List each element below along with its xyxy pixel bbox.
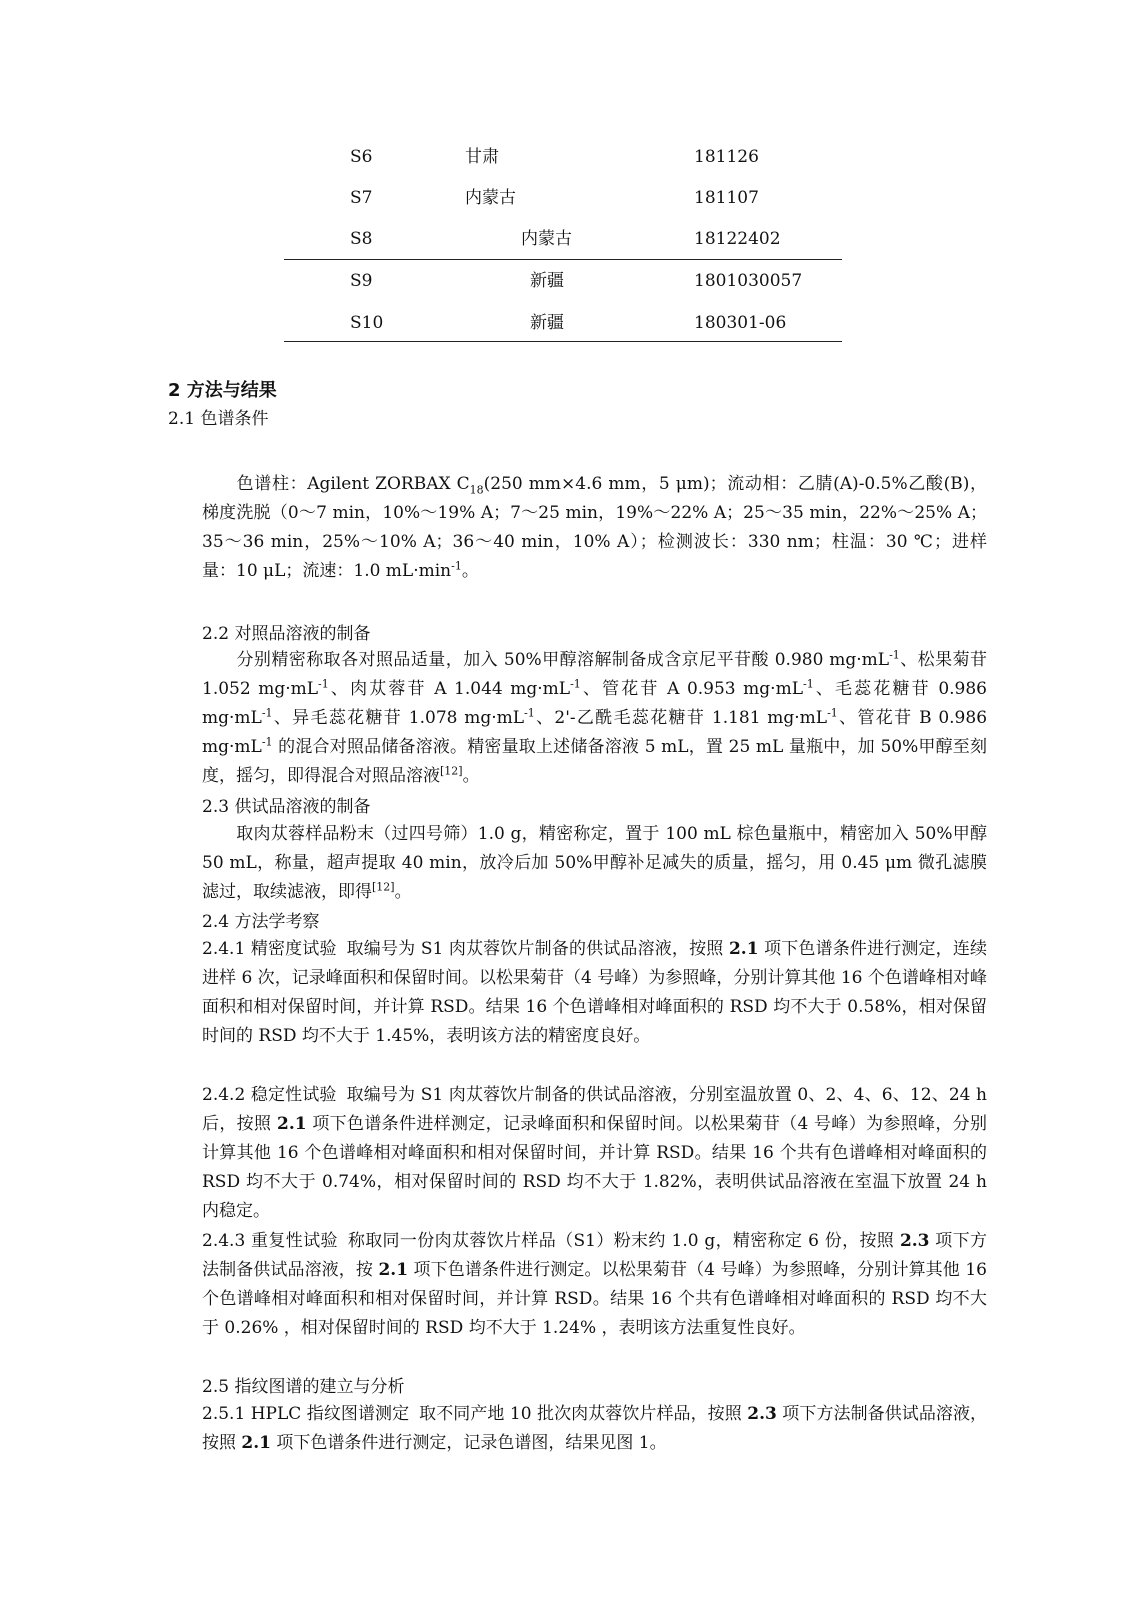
table-cell-batch: 180301-06 xyxy=(694,313,787,333)
fingerprint-paragraph: 2.5.1 HPLC 指纹图谱测定 取不同产地 10 批次肉苁蓉饮片样品，按照 2.3 项下方法制备供试品溶液，按照 2.1 项下色谱条件进行测定，记录色谱图，结果见图 1。 xyxy=(202,1404,988,1453)
citation: [12] xyxy=(440,764,463,778)
subsection-heading: 2.4 方法学考察 xyxy=(202,912,320,932)
table-divider xyxy=(284,259,842,260)
precision-test-paragraph: 2.4.1 精密度试验 取编号为 S1 肉苁蓉饮片制备的供试品溶液，按照 2.1 项下色谱条件进行测定，连续进样 6 次，记录峰面积和保留时间。以松果菊苷（4 号峰）为参照峰，分别计算其他 16 个色谱峰相对峰面积和相对保留时间，并计算 RSD。结果 16 个色谱峰相对峰面积的 RSD 均不大于 0.58%，相对保留时间的 RSD 均不大于 1.45%，表明该方法的精密度良好。 xyxy=(202,939,987,1046)
table-cell-origin: 内蒙古 xyxy=(521,229,572,249)
table-cell-origin: 甘肃 xyxy=(465,147,499,167)
subsection-heading: 2.2 对照品溶液的制备 xyxy=(202,624,371,644)
test-solution-paragraph: 取肉苁蓉样品粉末（过四号筛）1.0 g，精密称定，置于 100 mL 棕色量瓶中，精密加入 50%甲醇 50 mL，称量，超声提取 40 min，放冷后加 50%甲醇补足减失的质量，摇匀，用 0.45 μm 微孔滤膜滤过，取续滤液，即得[12]。 xyxy=(202,824,987,902)
subsection-heading: 2.5 指纹图谱的建立与分析 xyxy=(202,1377,405,1397)
section-heading: 2 方法与结果 xyxy=(168,380,277,401)
stability-test-paragraph: 2.4.2 稳定性试验 取编号为 S1 肉苁蓉饮片制备的供试品溶液，分别室温放置 0、2、4、6、12、24 h 后，按照 2.1 项下色谱条件进样测定，记录峰面积和保留时间。以松果菊苷（4 号峰）为参照峰，分别计算其他 16 个色谱峰相对峰面积和相对保留时间，并计算 RSD。结果 16 个共有色谱峰相对峰面积的 RSD 均不大于 0.74%，相对保留时间的 RSD 均不大于 1.82%，表明供试品溶液在室温下放置 24 h 内稳定。 xyxy=(202,1085,988,1221)
table-cell-id: S7 xyxy=(350,188,373,208)
table-cell-batch: 181107 xyxy=(694,188,759,208)
subsection-heading: 2.3 供试品溶液的制备 xyxy=(202,797,371,817)
table-cell-origin: 内蒙古 xyxy=(465,188,516,208)
chromatography-conditions-paragraph: 色谱柱：Agilent ZORBAX $C_{18}(250$ mm×4.6 mm，5 μm)；流动相：乙腈(A)-0.5%乙酸(B)，梯度洗脱（0～7 min，10%～19% A；7～25 min，19%～22% A；25～35 min，22%～25% A；35～36 min，25%～10% A；36～40 min，10% A）；检测波长：330 nm；柱温：30 ℃；进样量：10 μL；流速：1.0 $mL\cdot\min^{-1}$。 xyxy=(202,474,987,581)
table-cell-id: S8 xyxy=(350,229,373,249)
table-cell-batch: 181126 xyxy=(694,147,759,167)
repeatability-test-paragraph: 2.4.3 重复性试验 称取同一份肉苁蓉饮片样品（S1）粉末约 1.0 g，精密称定 6 份，按照 2.3 项下方法制备供试品溶液，按 2.1 项下色谱条件进行测定。以松果菊苷（4 号峰）为参照峰，分别计算其他 16 个色谱峰相对峰面积和相对保留时间，并计算 RSD。结果 16 个共有色谱峰相对峰面积的 RSD 均不大于 0.26% ，相对保留时间的 RSD 均不大于 1.24% ，表明该方法重复性良好。 xyxy=(202,1231,988,1338)
reference-solution-paragraph: 分别精密称取各对照品适量，加入 50%甲醇溶解制备成含京尼平苷酸 0.980 $mg\cdot mL^{-1}$、松果菊苷 1.052 $mg\cdot mL^{-1}$、肉苁蓉苷 A 1.044 $mg\cdot mL^{-1}$、管花苷 A 0.953 $mg\cdot mL^{-1}$、毛蕊花糖苷 0.986 $mg\cdot mL^{-1}$、异毛蕊花糖苷 1.078 $mg\cdot mL^{-1}$、2'-乙酰毛蕊花糖苷 1.181 $mg\cdot mL^{-1}$、管花苷 B 0.986 $mg\cdot mL^{-1}$ 的混合对照品储备溶液。精密量取上述储备溶液 5 mL，置 25 mL 量瓶中，加 50%甲醇至刻度，摇匀，即得混合对照品溶液[12]。 xyxy=(202,648,988,786)
citation: [12] xyxy=(372,880,395,894)
table-cell-id: S10 xyxy=(350,313,384,333)
subsection-heading: 2.1 色谱条件 xyxy=(168,409,269,429)
table-cell-batch: 18122402 xyxy=(694,229,781,249)
table-cell-id: S6 xyxy=(350,147,373,167)
table-cell-id: S9 xyxy=(350,271,373,291)
table-cell-batch: 1801030057 xyxy=(694,271,803,291)
table-cell-origin: 新疆 xyxy=(530,271,564,291)
table-bottom-rule xyxy=(284,341,842,342)
table-cell-origin: 新疆 xyxy=(530,313,564,333)
